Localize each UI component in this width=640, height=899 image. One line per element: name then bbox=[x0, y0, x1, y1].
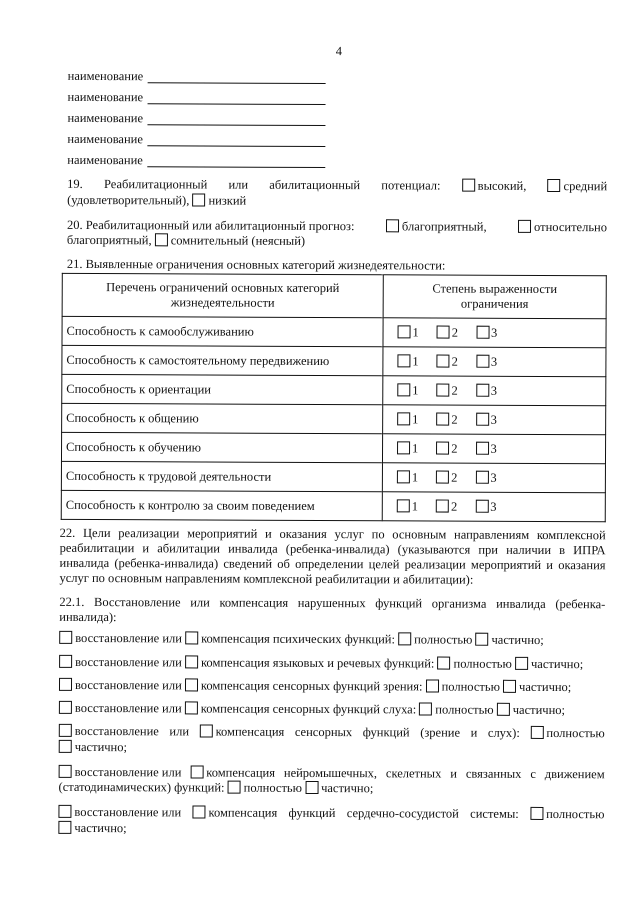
checkbox[interactable] bbox=[476, 412, 489, 425]
option-label: 2 bbox=[451, 470, 458, 485]
option-relative[interactable] bbox=[518, 220, 607, 235]
text: частично; bbox=[74, 739, 128, 755]
degree-option[interactable] bbox=[436, 499, 457, 514]
section-number: 19. bbox=[67, 176, 83, 191]
text: восстановление bbox=[74, 723, 159, 739]
option-favorable[interactable] bbox=[386, 219, 487, 234]
name-label: наименование bbox=[67, 110, 144, 126]
name-label: наименование bbox=[67, 152, 143, 168]
degree-option[interactable] bbox=[397, 383, 418, 398]
text: восстановление или bbox=[75, 630, 183, 646]
degree-option[interactable] bbox=[397, 470, 418, 485]
checkbox[interactable] bbox=[397, 412, 410, 425]
restore-checkbox[interactable] bbox=[59, 701, 72, 714]
option-label: 3 bbox=[491, 325, 498, 340]
degree-option[interactable] bbox=[476, 325, 497, 340]
option-label: 1 bbox=[411, 469, 419, 484]
text: частично; bbox=[530, 656, 584, 672]
degree-option[interactable] bbox=[476, 354, 497, 369]
text: скелетных bbox=[385, 766, 442, 781]
degree-option[interactable] bbox=[397, 354, 418, 369]
option-label: 1 bbox=[411, 498, 419, 513]
goal-item-cont bbox=[59, 780, 374, 796]
option-high[interactable] bbox=[462, 179, 527, 194]
text: восстановление или bbox=[74, 700, 182, 716]
text: слух): bbox=[487, 725, 520, 740]
option-label: 1 bbox=[412, 324, 419, 339]
partial-checkbox[interactable] bbox=[59, 740, 72, 753]
text: полностью bbox=[546, 725, 605, 741]
table-row bbox=[61, 432, 605, 463]
text: сенсорных bbox=[294, 724, 353, 740]
text: полностью bbox=[546, 806, 605, 822]
goal-item-cont bbox=[58, 821, 126, 836]
table-row bbox=[62, 345, 606, 376]
checkbox[interactable] bbox=[397, 441, 410, 454]
option-label: 3 bbox=[490, 354, 498, 369]
compensate-checkbox[interactable] bbox=[190, 765, 203, 778]
compensate-checkbox[interactable] bbox=[185, 678, 198, 691]
restore-checkbox[interactable] bbox=[59, 655, 72, 668]
text: и bbox=[470, 725, 478, 740]
row-label: Способность к трудовой деятельности bbox=[61, 461, 382, 491]
full-checkbox[interactable] bbox=[530, 726, 543, 739]
option-low[interactable] bbox=[192, 193, 246, 207]
option-label: средний bbox=[563, 179, 608, 194]
option-label: 1 bbox=[412, 411, 419, 426]
row-label: Способность к контролю за своим поведением bbox=[61, 490, 382, 520]
degree-option[interactable] bbox=[436, 441, 457, 456]
degree-option[interactable] bbox=[476, 383, 497, 398]
compensate-checkbox[interactable] bbox=[200, 724, 213, 737]
degree-options bbox=[382, 492, 605, 522]
option-doubtful[interactable] bbox=[155, 233, 305, 248]
text: компенсация bbox=[215, 724, 285, 739]
text: связанных bbox=[465, 766, 522, 781]
limitations-table bbox=[61, 273, 607, 522]
degree-option[interactable] bbox=[475, 499, 496, 514]
checkbox[interactable] bbox=[437, 383, 450, 396]
name-input-line[interactable] bbox=[147, 133, 325, 147]
restore-option bbox=[59, 765, 182, 781]
degree-option[interactable] bbox=[437, 325, 458, 340]
partial-checkbox[interactable] bbox=[58, 821, 71, 834]
text: Реабилитационный bbox=[103, 177, 208, 192]
partial-checkbox[interactable] bbox=[515, 657, 528, 670]
row-label: Способность к общению bbox=[62, 403, 383, 433]
partial-checkbox[interactable] bbox=[476, 633, 489, 646]
section-19-line1 bbox=[67, 177, 607, 194]
section-22-1-line: инвалида): bbox=[59, 609, 117, 625]
page-number: 4 bbox=[335, 44, 343, 59]
option-label: 3 bbox=[490, 470, 497, 485]
text: восстановление или bbox=[75, 654, 182, 670]
degree-options bbox=[382, 463, 605, 493]
checkbox[interactable] bbox=[548, 179, 561, 192]
text: или bbox=[228, 177, 249, 192]
full-checkbox[interactable] bbox=[419, 702, 432, 715]
degree-option[interactable] bbox=[397, 412, 418, 427]
text: частично; bbox=[512, 702, 566, 718]
text: функций bbox=[288, 805, 336, 821]
table-row bbox=[62, 316, 606, 347]
section-22-1-line: 22.1. Восстановление или компенсация нарушенных функций организма инвалида (ребенка- bbox=[59, 594, 606, 612]
section-22-line: инвалида (ребенка-инвалида) сведений об определении целей реализации мероприятий и оказания bbox=[59, 555, 606, 573]
table-header-row bbox=[62, 273, 606, 318]
degree-options bbox=[383, 347, 606, 377]
name-input-line[interactable] bbox=[147, 154, 325, 168]
checkbox[interactable] bbox=[397, 499, 410, 512]
name-field-row bbox=[67, 132, 325, 148]
partial-checkbox[interactable] bbox=[305, 781, 318, 794]
table-row bbox=[62, 374, 606, 405]
checkbox[interactable] bbox=[192, 193, 205, 206]
restore-checkbox[interactable] bbox=[59, 724, 72, 737]
restore-option bbox=[58, 805, 181, 821]
text: частично; bbox=[519, 679, 572, 695]
checkbox[interactable] bbox=[475, 470, 488, 483]
full-checkbox[interactable] bbox=[228, 781, 241, 794]
text: частично; bbox=[491, 632, 544, 647]
name-input-line[interactable] bbox=[147, 70, 325, 84]
name-label: наименование bbox=[67, 68, 144, 84]
option-label: 1 bbox=[412, 353, 419, 368]
checkbox[interactable] bbox=[397, 470, 410, 483]
restore-checkbox[interactable] bbox=[59, 678, 72, 691]
row-label: Способность к обучению bbox=[61, 432, 382, 462]
checkbox[interactable] bbox=[398, 325, 411, 338]
option-label: относительно bbox=[534, 219, 608, 235]
degree-options bbox=[383, 318, 606, 348]
table-row bbox=[61, 461, 605, 492]
text: компенсация психических функций: bbox=[201, 631, 395, 647]
checkbox[interactable] bbox=[436, 499, 449, 512]
checkbox[interactable] bbox=[518, 220, 531, 233]
degree-options bbox=[382, 434, 605, 464]
text: полностью bbox=[441, 679, 500, 694]
text: с bbox=[530, 766, 536, 781]
restore-option bbox=[59, 724, 159, 739]
option-label: 3 bbox=[490, 383, 498, 398]
option-label: 2 bbox=[451, 441, 458, 456]
goal-item bbox=[59, 631, 544, 648]
full-option bbox=[530, 807, 604, 822]
checkbox[interactable] bbox=[436, 441, 449, 454]
restore-checkbox[interactable] bbox=[58, 805, 71, 818]
text: абилитационный bbox=[269, 177, 361, 193]
checkbox[interactable] bbox=[476, 354, 489, 367]
degree-options bbox=[383, 405, 606, 435]
name-field-row bbox=[67, 111, 325, 127]
option-label: 1 bbox=[412, 382, 419, 397]
checkbox[interactable] bbox=[397, 383, 410, 396]
restore-checkbox[interactable] bbox=[59, 765, 72, 778]
name-label: наименование bbox=[67, 131, 143, 147]
name-label: наименование bbox=[67, 89, 144, 105]
text: благоприятный, bbox=[66, 232, 152, 248]
partial-checkbox[interactable] bbox=[503, 680, 516, 693]
compensate-checkbox[interactable] bbox=[185, 655, 198, 668]
option-label: низкий bbox=[208, 193, 247, 208]
table-row bbox=[61, 490, 605, 521]
row-label: Способность к ориентации bbox=[62, 374, 383, 404]
full-option bbox=[530, 726, 604, 741]
name-field-row bbox=[68, 90, 326, 106]
section-22-line: услуг по основным направлениям комплексной реабилитации и абилитации): bbox=[59, 570, 474, 587]
section-20-line2 bbox=[67, 233, 305, 249]
goal-item bbox=[59, 701, 565, 718]
option-label: 1 bbox=[412, 440, 419, 455]
column-header-degree: Степень выраженности ограничения bbox=[383, 275, 606, 319]
degree-option[interactable] bbox=[437, 383, 458, 398]
goal-item bbox=[59, 655, 583, 672]
option-label: 3 bbox=[490, 499, 497, 514]
section-19-line2 bbox=[67, 193, 246, 209]
checkbox[interactable] bbox=[475, 499, 488, 512]
degree-option[interactable] bbox=[397, 499, 418, 514]
option-label: 2 bbox=[451, 412, 458, 427]
checkbox[interactable] bbox=[436, 412, 449, 425]
full-checkbox[interactable] bbox=[398, 632, 411, 645]
checkbox[interactable] bbox=[476, 383, 489, 396]
degree-options bbox=[383, 376, 606, 406]
compensate-checkbox[interactable] bbox=[185, 631, 198, 644]
option-label: высокий, bbox=[477, 178, 527, 193]
text: или bbox=[169, 724, 190, 739]
restore-checkbox[interactable] bbox=[59, 631, 72, 644]
checkbox[interactable] bbox=[476, 325, 489, 338]
text: функций bbox=[362, 725, 410, 740]
text: полностью bbox=[243, 780, 303, 795]
checkbox[interactable] bbox=[462, 179, 475, 192]
full-checkbox[interactable] bbox=[438, 657, 451, 670]
compensate-checkbox[interactable] bbox=[193, 805, 206, 818]
full-checkbox[interactable] bbox=[530, 807, 543, 820]
checkbox[interactable] bbox=[437, 325, 450, 338]
degree-option[interactable] bbox=[436, 412, 457, 427]
option-label: сомнительный (неясный) bbox=[170, 233, 306, 248]
degree-option[interactable] bbox=[437, 354, 458, 369]
text: (удовлетворительный), bbox=[67, 192, 190, 208]
section-21-title: 21. Выявленные ограничения основных категорий жизнедеятельности: bbox=[66, 256, 446, 273]
checkbox[interactable] bbox=[437, 354, 450, 367]
goal-item bbox=[59, 724, 605, 741]
text: потенциал: bbox=[381, 178, 441, 193]
text: компенсация bbox=[206, 765, 276, 780]
section-22-line: реабилитации и абилитации инвалида (ребенка-инвалида) (указываются при наличии в ИПРА bbox=[59, 540, 606, 558]
text: полностью bbox=[435, 702, 494, 717]
text: и bbox=[450, 766, 458, 781]
option-label: 2 bbox=[451, 325, 459, 340]
text: системы: bbox=[470, 806, 519, 821]
option-label: 3 bbox=[490, 441, 497, 456]
text: полностью bbox=[453, 656, 512, 671]
text: компенсация bbox=[208, 805, 278, 820]
option-medium[interactable] bbox=[548, 179, 608, 194]
checkbox[interactable] bbox=[397, 354, 410, 367]
text: компенсация языковых и речевых функций: bbox=[200, 655, 435, 671]
option-label: 2 bbox=[451, 354, 458, 369]
checkbox[interactable] bbox=[476, 441, 489, 454]
name-field-row bbox=[68, 69, 326, 85]
goal-item-cont bbox=[59, 740, 127, 755]
text: восстановление или bbox=[74, 804, 182, 820]
compensate-option bbox=[193, 805, 278, 820]
checkbox[interactable] bbox=[386, 219, 399, 232]
option-label: 2 bbox=[451, 383, 458, 398]
degree-option[interactable] bbox=[397, 441, 418, 456]
row-label: Способность к самообслуживанию bbox=[62, 316, 383, 346]
compensate-option bbox=[190, 765, 275, 780]
text: восстановление или bbox=[74, 764, 182, 780]
text: восстановление или bbox=[74, 677, 182, 693]
row-label: Способность к самостоятельному передвижению bbox=[62, 345, 383, 375]
option-label: благоприятный, bbox=[401, 219, 487, 234]
full-checkbox[interactable] bbox=[426, 679, 439, 692]
column-header-category: Перечень ограничений основных категорий жизнедеятельности bbox=[62, 273, 383, 317]
name-input-line[interactable] bbox=[147, 112, 325, 126]
goal-item bbox=[58, 805, 604, 822]
option-label: 2 bbox=[451, 499, 458, 514]
text: частично; bbox=[74, 820, 127, 836]
degree-option[interactable] bbox=[436, 470, 457, 485]
text: частично; bbox=[321, 781, 374, 796]
degree-option[interactable] bbox=[475, 470, 496, 485]
partial-checkbox[interactable] bbox=[497, 703, 510, 716]
degree-option[interactable] bbox=[398, 325, 419, 340]
option-label: 3 bbox=[490, 412, 497, 427]
goal-item bbox=[59, 678, 571, 695]
degree-option[interactable] bbox=[476, 412, 497, 427]
compensate-option bbox=[200, 724, 285, 739]
text: нейромышечных, bbox=[283, 765, 378, 781]
text: сердечно-сосудистой bbox=[346, 806, 459, 821]
compensate-checkbox[interactable] bbox=[185, 701, 198, 714]
text: движением bbox=[544, 766, 605, 782]
text: (зрение bbox=[420, 725, 461, 740]
text: полностью bbox=[414, 632, 473, 647]
section-22-line: 22. Цели реализации мероприятий и оказания услуг по основным направлениям комплексной bbox=[59, 525, 606, 543]
text: компенсация сенсорных функций слуха: bbox=[200, 701, 417, 717]
checkbox[interactable] bbox=[436, 470, 449, 483]
checkbox[interactable] bbox=[155, 233, 168, 246]
name-input-line[interactable] bbox=[147, 91, 325, 105]
text: 20. Реабилитационный или абилитационный прогноз: bbox=[66, 217, 355, 234]
text: (статодинамических) функций: bbox=[58, 779, 225, 795]
degree-option[interactable] bbox=[476, 441, 497, 456]
table-row bbox=[62, 403, 606, 434]
name-field-row bbox=[67, 153, 325, 169]
text: компенсация сенсорных функций зрения: bbox=[200, 678, 423, 694]
